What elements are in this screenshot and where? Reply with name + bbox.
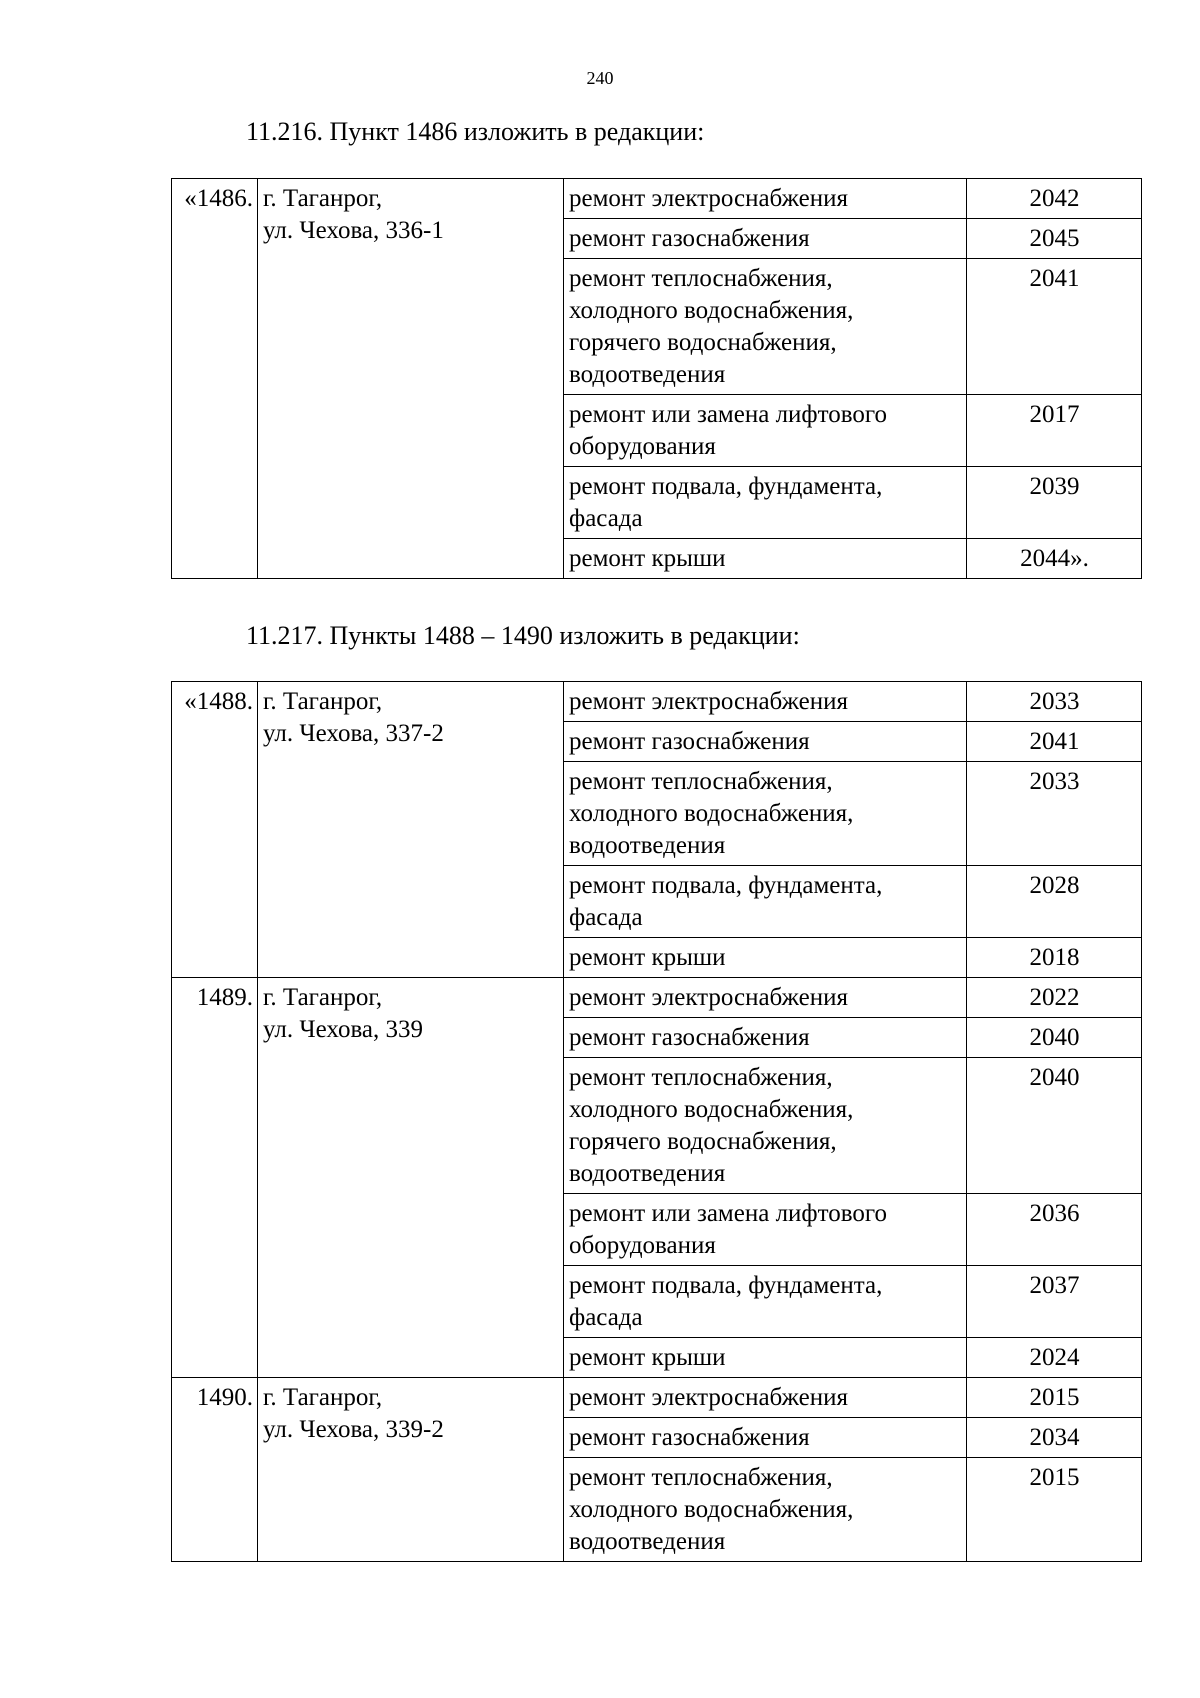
address-street: ул. Чехова, 336-1: [263, 217, 444, 244]
work-year: 2015: [967, 1458, 1142, 1562]
work-type: [564, 1418, 967, 1458]
work-type-label: ремонт крыши: [569, 944, 726, 971]
work-type-label: ремонт газоснабжения: [569, 1424, 810, 1451]
work-type: [564, 722, 967, 762]
work-year: 2028: [967, 866, 1142, 938]
work-type-label: ремонт электроснабжения: [569, 984, 848, 1011]
address-city: г. Таганрог,: [263, 688, 383, 715]
work-year: 2041: [967, 259, 1142, 395]
item-number: 1490.: [172, 1378, 258, 1562]
work-type: [564, 179, 967, 219]
work-year: 2044».: [967, 539, 1142, 579]
work-type: [564, 1018, 967, 1058]
work-type-label: ремонт газоснабжения: [569, 728, 810, 755]
section-heading-11-216: 11.216. Пункт 1486 изложить в редакции:: [246, 117, 705, 146]
work-type: [564, 1338, 967, 1378]
work-year: 2039: [967, 467, 1142, 539]
work-type-label: ремонт электроснабжения: [569, 185, 848, 212]
work-type: [564, 395, 967, 467]
item-number: «1486.: [172, 179, 258, 579]
work-year: 2017: [967, 395, 1142, 467]
address-street: ул. Чехова, 339: [263, 1016, 424, 1043]
work-year: 2040: [967, 1058, 1142, 1194]
work-type-label: ремонт или замена лифтового оборудования: [569, 1200, 887, 1259]
address-street: ул. Чехова, 337-2: [263, 720, 444, 747]
work-type: [564, 1194, 967, 1266]
work-type: [564, 219, 967, 259]
work-type-label: ремонт теплоснабжения, холодного водоснабжения, водоотведения: [569, 768, 854, 859]
item-number: 1489.: [172, 978, 258, 1378]
work-year: 2033: [967, 762, 1142, 866]
work-year: 2040: [967, 1018, 1142, 1058]
work-type: [564, 762, 967, 866]
item-number: «1488.: [172, 682, 258, 978]
repair-schedule-table-1488-1490: [171, 681, 1142, 1562]
work-year: 2034: [967, 1418, 1142, 1458]
work-year: 2015: [967, 1378, 1142, 1418]
work-year: 2022: [967, 978, 1142, 1018]
work-type: [564, 866, 967, 938]
table-row: [172, 179, 1142, 219]
work-year: 2042: [967, 179, 1142, 219]
work-type: [564, 1058, 967, 1194]
work-year: 2041: [967, 722, 1142, 762]
work-year: 2018: [967, 938, 1142, 978]
item-address: [258, 1378, 564, 1562]
work-type-label: ремонт крыши: [569, 1344, 726, 1371]
address-city: г. Таганрог,: [263, 185, 383, 212]
work-year: 2045: [967, 219, 1142, 259]
item-address: [258, 179, 564, 579]
work-type-label: ремонт крыши: [569, 545, 726, 572]
work-type-label: ремонт подвала, фундамента, фасада: [569, 1272, 883, 1331]
work-type: [564, 539, 967, 579]
work-type: [564, 978, 967, 1018]
table-row: [172, 978, 1142, 1018]
work-type-label: ремонт газоснабжения: [569, 1024, 810, 1051]
work-year: 2037: [967, 1266, 1142, 1338]
work-type: [564, 1458, 967, 1562]
work-type-label: ремонт подвала, фундамента, фасада: [569, 473, 883, 532]
address-city: г. Таганрог,: [263, 1384, 383, 1411]
work-type: [564, 1378, 967, 1418]
table-row: [172, 1378, 1142, 1418]
item-address: [258, 978, 564, 1378]
repair-schedule-table-1486: [171, 178, 1142, 579]
work-type-label: ремонт газоснабжения: [569, 225, 810, 252]
work-type-label: ремонт теплоснабжения, холодного водоснабжения, водоотведения: [569, 1464, 854, 1555]
work-type: [564, 938, 967, 978]
work-year: 2024: [967, 1338, 1142, 1378]
work-type: [564, 1266, 967, 1338]
work-type-label: ремонт теплоснабжения, холодного водоснабжения, горячего водоснабжения, водоотведения: [569, 1064, 854, 1187]
work-year: 2033: [967, 682, 1142, 722]
item-address: [258, 682, 564, 978]
work-type: [564, 259, 967, 395]
work-type-label: ремонт электроснабжения: [569, 1384, 848, 1411]
work-year: 2036: [967, 1194, 1142, 1266]
work-type-label: ремонт подвала, фундамента, фасада: [569, 872, 883, 931]
work-type: [564, 682, 967, 722]
page-number: 240: [586, 68, 614, 88]
section-heading-11-217: 11.217. Пункты 1488 – 1490 изложить в редакции:: [246, 621, 800, 650]
work-type-label: ремонт теплоснабжения, холодного водоснабжения, горячего водоснабжения, водоотведения: [569, 265, 854, 388]
table-row: [172, 682, 1142, 722]
work-type: [564, 467, 967, 539]
address-city: г. Таганрог,: [263, 984, 383, 1011]
work-type-label: ремонт или замена лифтового оборудования: [569, 401, 887, 460]
work-type-label: ремонт электроснабжения: [569, 688, 848, 715]
address-street: ул. Чехова, 339-2: [263, 1416, 444, 1443]
